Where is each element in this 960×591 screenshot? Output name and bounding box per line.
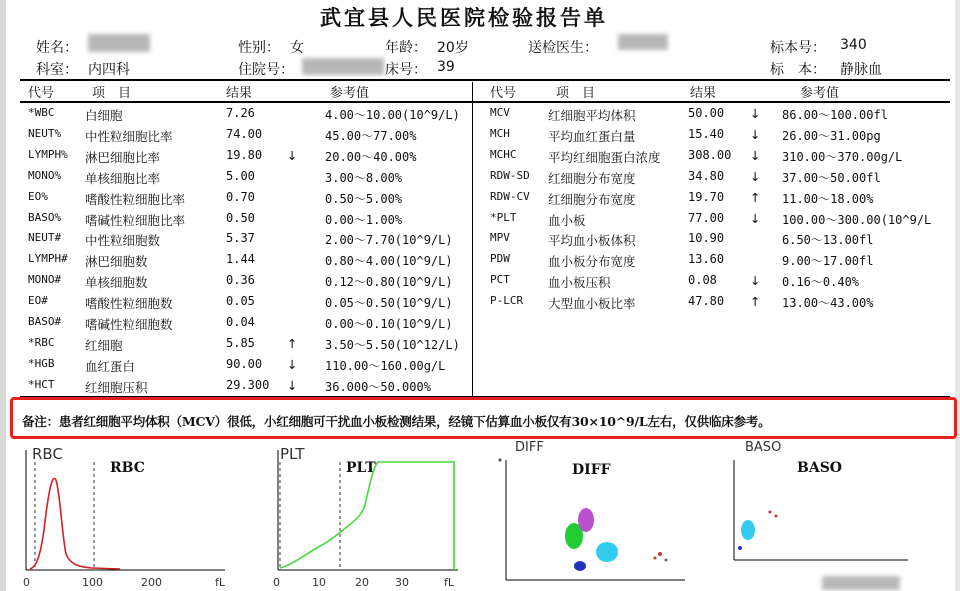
bed-value: 39 [437, 59, 455, 75]
test-reference: 26.00～31.00pg [782, 128, 881, 143]
test-code: MCH [490, 126, 510, 140]
test-reference: 2.00～7.70(10^9/L) [325, 233, 453, 248]
test-flag: ↓ [287, 356, 298, 372]
diff-cluster-mono [596, 542, 618, 562]
test-code: MPV [490, 231, 510, 245]
test-flag: ↓ [750, 147, 761, 163]
test-reference: 0.12～0.80(10^9/L) [325, 275, 453, 290]
window-right-edge [955, 0, 960, 591]
plt-tick-0: 0 [273, 576, 280, 589]
test-code: NEUT% [28, 126, 62, 140]
test-reference: 110.00～160.00g/L [325, 358, 446, 373]
baso-cluster [741, 520, 755, 540]
rbc-graph-title: RBC [110, 460, 145, 476]
test-result: 74.00 [226, 126, 263, 141]
test-reference: 4.00～10.00(10^9/L) [325, 108, 460, 122]
test-result: 0.08 [688, 273, 717, 288]
test-code: *RBC [28, 335, 55, 349]
plt-tick-10: 10 [312, 576, 326, 589]
test-reference: 9.00～17.00fl [782, 254, 874, 269]
test-name: 嗜碱性粒细胞数 [85, 317, 173, 332]
age-value: 20岁 [437, 40, 469, 56]
plt-graph-label: PLT [280, 445, 305, 463]
test-reference: 0.05～0.50(10^9/L) [325, 296, 453, 311]
header-rule [20, 79, 950, 81]
rbc-curve [30, 478, 120, 569]
rbc-tick-200: 200 [141, 576, 162, 589]
diff-plot [490, 450, 690, 590]
test-result: 0.36 [226, 273, 255, 288]
specimen-label: 标 本： [770, 62, 826, 78]
test-result: 0.05 [226, 294, 255, 309]
test-flag: ↓ [750, 210, 761, 226]
diff-dot [658, 552, 662, 556]
test-flag: ↓ [750, 168, 761, 184]
diff-cluster-neut [578, 508, 594, 532]
test-name: 红细胞压积 [85, 379, 148, 395]
diff-dot [499, 459, 502, 462]
baso-dot [775, 515, 778, 518]
test-result: 5.37 [226, 231, 255, 246]
baso-dot [769, 511, 772, 514]
test-code: PDW [490, 252, 510, 266]
test-name: 血小板 [548, 212, 586, 228]
baso-dot [738, 546, 742, 550]
test-code: MCV [490, 106, 510, 119]
bed-label: 床号： [385, 62, 427, 78]
test-name: 大型血小板比率 [548, 296, 636, 312]
diff-graph-title: DIFF [572, 462, 611, 478]
plt-plot [262, 450, 462, 590]
test-result: 47.80 [688, 294, 725, 309]
rbc-plot [0, 450, 230, 590]
test-code: BASO# [28, 315, 62, 328]
report-title: 武宜县人民医院检验报告单 [320, 6, 608, 30]
specimen-no-value: 340 [840, 37, 867, 53]
doctor-label: 送检医生： [528, 40, 598, 56]
rbc-tick-100: 100 [82, 576, 103, 589]
test-result: 19.70 [688, 189, 725, 204]
test-result: 50.00 [688, 106, 725, 120]
dept-label: 科室： [36, 62, 78, 78]
right-col-result: 结果 [690, 86, 717, 101]
test-reference: 0.00～0.10(10^9/L) [325, 317, 453, 331]
test-name: 单核细胞比率 [85, 170, 161, 186]
test-name: 红细胞分布宽度 [548, 170, 636, 186]
rbc-graph-label: RBC [32, 445, 63, 463]
test-reference: 13.00～43.00% [782, 296, 874, 311]
name-redacted [88, 34, 150, 52]
test-code: RDW-SD [490, 168, 530, 182]
test-result: 0.04 [226, 315, 255, 329]
test-flag: ↓ [750, 273, 761, 289]
rbc-tick-0: 0 [23, 576, 30, 589]
test-name: 红细胞 [85, 337, 123, 353]
test-code: *HGB [28, 356, 55, 370]
doctor-redacted [618, 34, 668, 50]
plt-graph-title: PLT [346, 460, 376, 476]
diff-dot [654, 557, 657, 560]
test-name: 白细胞 [85, 108, 123, 123]
diff-dot [665, 559, 668, 562]
test-result: 5.00 [226, 168, 255, 183]
baso-plot [718, 450, 918, 590]
test-reference: 45.00～77.00% [325, 128, 417, 143]
test-name: 平均红细胞蛋白浓度 [548, 149, 661, 165]
test-name: 平均血小板体积 [548, 233, 636, 249]
test-code: *HCT [28, 377, 55, 391]
test-result: 13.60 [688, 252, 725, 267]
name-label: 姓名： [36, 40, 78, 56]
test-name: 淋巴细胞比率 [85, 149, 161, 165]
inpatient-label: 住院号： [238, 62, 294, 78]
test-name: 血红蛋白 [85, 358, 136, 374]
test-name: 单核细胞数 [85, 275, 148, 291]
test-code: LYMPH% [28, 147, 68, 161]
test-code: PCT [490, 273, 510, 287]
specimen-value: 静脉血 [840, 62, 882, 78]
right-col-code: 代号 [490, 86, 517, 101]
test-code: NEUT# [28, 231, 62, 245]
test-code: MCHC [490, 147, 517, 161]
test-result: 0.70 [226, 189, 255, 204]
test-reference: 0.80～4.00(10^9/L) [325, 254, 453, 269]
inpatient-redacted [302, 58, 384, 75]
test-code: MONO# [28, 273, 62, 287]
test-name: 中性粒细胞数 [85, 233, 161, 249]
test-reference: 86.00～100.00fl [782, 108, 888, 122]
test-reference: 37.00～50.00fl [782, 170, 881, 185]
test-flag: ↓ [287, 377, 298, 393]
test-reference: 6.50～13.00fl [782, 233, 874, 248]
test-flag: ↓ [287, 147, 298, 163]
test-reference: 3.50～5.50(10^12/L) [325, 337, 460, 352]
left-col-ref: 参考值 [330, 86, 370, 101]
gender-label: 性别： [238, 40, 280, 56]
test-code: EO% [28, 189, 48, 203]
right-col-item: 项 目 [556, 86, 596, 101]
right-col-ref: 参考值 [800, 86, 840, 101]
test-result: 10.90 [688, 231, 725, 246]
test-reference: 20.00～40.00% [325, 149, 417, 164]
test-reference: 0.50～5.00% [325, 191, 403, 206]
dept-value: 内四科 [88, 62, 130, 78]
test-result: 29.300 [226, 377, 270, 392]
baso-graph-title: BASO [797, 460, 843, 476]
test-name: 嗜酸性粒细胞数 [85, 296, 173, 312]
left-col-item: 项 目 [92, 86, 132, 101]
test-code: P-LCR [490, 294, 524, 308]
test-result: 0.50 [226, 210, 255, 225]
report-note: 备注：患者红细胞平均体积（MCV）很低，小红细胞可干扰血小板检测结果，经镜下估算血小板仅有30×10^9/L左右，仅供临床参考。 [22, 414, 771, 429]
test-flag: ↓ [750, 106, 761, 121]
column-header-rule [20, 101, 950, 103]
test-result: 1.44 [226, 252, 255, 267]
age-label: 年龄： [385, 40, 427, 56]
test-code: *WBC [28, 106, 55, 119]
plt-curve [280, 462, 454, 570]
test-code: *PLT [490, 210, 517, 224]
test-reference: 0.16～0.40% [782, 275, 860, 290]
test-name: 平均血红蛋白量 [548, 128, 636, 144]
left-col-result: 结果 [226, 86, 253, 101]
baso-graph-label: BASO [745, 440, 782, 455]
rbc-tick-fl: fL [215, 576, 226, 589]
test-result: 90.00 [226, 356, 263, 371]
test-result: 7.26 [226, 106, 255, 120]
test-name: 淋巴细胞数 [85, 254, 148, 270]
test-result: 15.40 [688, 126, 725, 141]
test-name: 血小板分布宽度 [548, 254, 636, 270]
diff-cluster-eo [574, 561, 586, 571]
test-reference: 3.00～8.00% [325, 170, 403, 185]
left-col-code: 代号 [28, 86, 55, 101]
test-name: 血小板压积 [548, 275, 611, 291]
gender-value: 女 [290, 40, 304, 56]
plt-tick-20: 20 [355, 576, 369, 589]
test-result: 19.80 [226, 147, 263, 162]
test-result: 77.00 [688, 210, 725, 225]
test-code: LYMPH# [28, 252, 68, 266]
test-name: 嗜酸性粒细胞比率 [85, 191, 186, 207]
test-result: 5.85 [226, 335, 255, 350]
test-code: EO# [28, 294, 48, 308]
test-name: 红细胞分布宽度 [548, 191, 636, 207]
test-code: BASO% [28, 210, 62, 224]
table-divider [472, 82, 473, 397]
plt-tick-fl: fL [444, 576, 455, 589]
test-result: 308.00 [688, 147, 732, 162]
specimen-no-label: 标本号： [770, 40, 826, 56]
test-name: 中性粒细胞比率 [85, 128, 173, 144]
plt-tick-30: 30 [395, 576, 409, 589]
signature-redacted [822, 576, 900, 590]
test-result: 34.80 [688, 168, 725, 183]
test-reference: 100.00～300.00(10^9/L [782, 212, 932, 227]
test-reference: 36.000～50.000% [325, 379, 431, 394]
test-reference: 0.00～1.00% [325, 212, 403, 227]
test-flag: ↑ [750, 189, 761, 205]
test-name: 红细胞平均体积 [548, 108, 636, 123]
test-reference: 11.00～18.00% [782, 191, 874, 206]
test-code: RDW-CV [490, 189, 530, 203]
test-code: MONO% [28, 168, 62, 182]
test-flag: ↑ [750, 294, 761, 310]
test-name: 嗜碱性粒细胞比率 [85, 212, 186, 228]
test-flag: ↓ [750, 126, 761, 142]
diff-graph-label: DIFF [515, 440, 544, 455]
test-flag: ↑ [287, 335, 298, 351]
test-reference: 310.00～370.00g/L [782, 149, 903, 164]
